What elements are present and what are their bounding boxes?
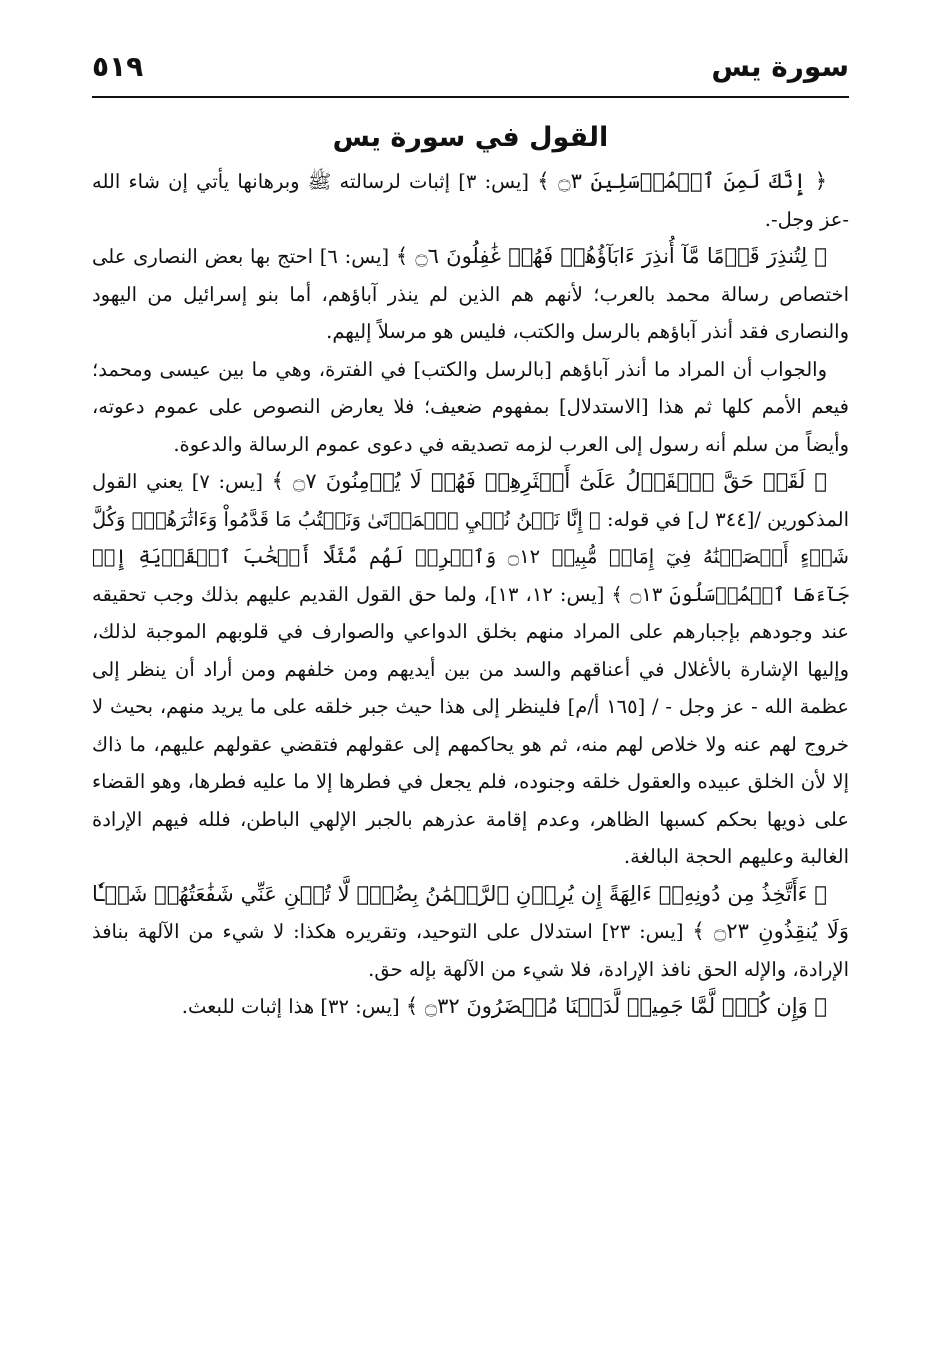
quran-verse: ﴿ إِنَّكَ لَمِنَ ٱلۡمُرۡسَلِينَ ۝٣ ﴾ (537, 169, 827, 193)
quran-verse: ﴿ لِتُنذِرَ قَوۡمًا مَّآ أُنذِرَ ءَابَآؤُهُمۡ فَهُمۡ غَٰفِلُونَ ۝٦ ﴾ (395, 244, 827, 268)
paragraph-text: [يس: ٧] يعني القول المذكورين /[٣٤٤ ل] في قوله: ﴿ إِنَّا نَحۡنُ نُحۡيِ ٱلۡمَوۡتَىٰ وَنَكۡتُبُ مَا قَدَّمُواْ وَءَاثَٰرَهُمۡۚ وَكُلَّ شَيۡءٍ أَحۡصَيۡنَٰهُ فِيٓ إِمَامٖ مُّبِينٖ ۝١٢ وَٱضۡرِبۡ لَهُم مَّثَلًا أَصۡحَٰبَ ٱلۡقَرۡيَةِ إِذۡ جَآءَهَا ٱلۡمُرۡسَلُونَ ۝١٣ ﴾ [يس: ١٢، ١٣]، ولما حق القول القديم عليهم بذلك وجب تحقيقه عند وجودهم بإجبارهم على المراد منهم بخلق الدواعي والصوارف في قلوبهم الموجبة لذلك، وإليها الإشارة بالأغلال في أعناقهم والسد من بين أيديهم ومن خلفهم ومن أراد أن ينظر إلى عظمة الله - عز وجل - / [١٦٥ أ/م] فلينظر إلى هذا حيث جبر خلقه على ما يريد منهم، بحيث لا خروج لهم عنه ولا خلاص لهم منه، ثم هو يحاكمهم إلى عقولهم فتقضي عقولهم عليهم، ما ذاك إلا لأن الخلق عبيده والعقول خلقه وجنوده، فلم يجعل في فطرها إلا ما عليه فطرها، وهو القضاء على ذويها بحكم كسبها الظاهر، وعدم إقامة عذرهم بالجبر الإلهي الباطن، فلله فيهم الإرادة الغالبة وعليهم الحجة البالغة. (92, 470, 850, 868)
quran-verse: ﴿ لَقَدۡ حَقَّ ٱلۡقَوۡلُ عَلَىٰٓ أَكۡثَرِهِمۡ فَهُمۡ لَا يُؤۡمِنُونَ ۝٧ ﴾ (271, 469, 827, 493)
paragraph-text: [يس: ٢٣] استدلال على التوحيد، وتقريره هكذا: لا شيء من الآلهة بنافذ الإرادة، والإله الحق نافذ الإرادة، فلا شيء من الآلهة بإله حق. (92, 920, 849, 981)
page-number: ٥١٩ (92, 50, 144, 83)
quran-verse: ﴿ وَإِن كُلّٞ لَّمَّا جَمِيعٞ لَّدَيۡنَا مُحۡضَرُونَ ۝٣٢ ﴾ (405, 994, 827, 1018)
surah-name: سورة يس (711, 50, 849, 83)
paragraph-5 (92, 876, 849, 989)
running-header (92, 46, 849, 98)
quran-verse: ﴿ ءَأَتَّخِذُ مِن دُونِهِۦٓ ءَالِهَةً إِن يُرِدۡنِ ٱلرَّحۡمَٰنُ بِضُرّٖ لَّا تُغۡنِ عَنِّي شَفَٰعَتُهُمۡ شَيۡـٔٗا وَلَا يُنقِذُونِ ۝٢٣ ﴾ (92, 881, 850, 943)
paragraph-6 (92, 988, 849, 1026)
paragraph-4 (92, 463, 849, 876)
paragraph-text: [يس: ٦] احتج بها بعض النصارى على اختصاص رسالة محمد بالعرب؛ لأنهم هم الذين لم ينذر آباؤهم، أما بنو إسرائيل من اليهود والنصارى فقد أنذر آباؤهم بالرسل والكتب، فليس هو مرسلاً إليهم. (92, 245, 849, 343)
page-content (92, 115, 849, 1026)
paragraph-text: والجواب أن المراد ما أنذر آباؤهم [بالرسل والكتب] في الفترة، وهي ما بين عيسى ومحمد؛ فيعم الأمم كلها ثم هذا [الاستدلال] بمفهوم ضعيف؛ فلا يعارض النصوص على عموم دعوته، وأيضاً من سلم أنه رسول إلى العرب لزمه تصديقه في دعوى عموم الرسالة والدعوة. (92, 357, 849, 456)
paragraph-2 (92, 238, 849, 351)
paragraph-3 (92, 351, 849, 464)
section-title: القول في سورة يس (332, 122, 609, 153)
paragraph-text: [يس: ٣٢] هذا إثبات للبعث. (181, 995, 406, 1018)
paragraph-1 (92, 163, 849, 238)
paragraph-text: [يس: ٣] إثبات لرسالته ﷺ وبرهانها يأتي إن شاء الله -عز وجل-. (92, 170, 849, 231)
